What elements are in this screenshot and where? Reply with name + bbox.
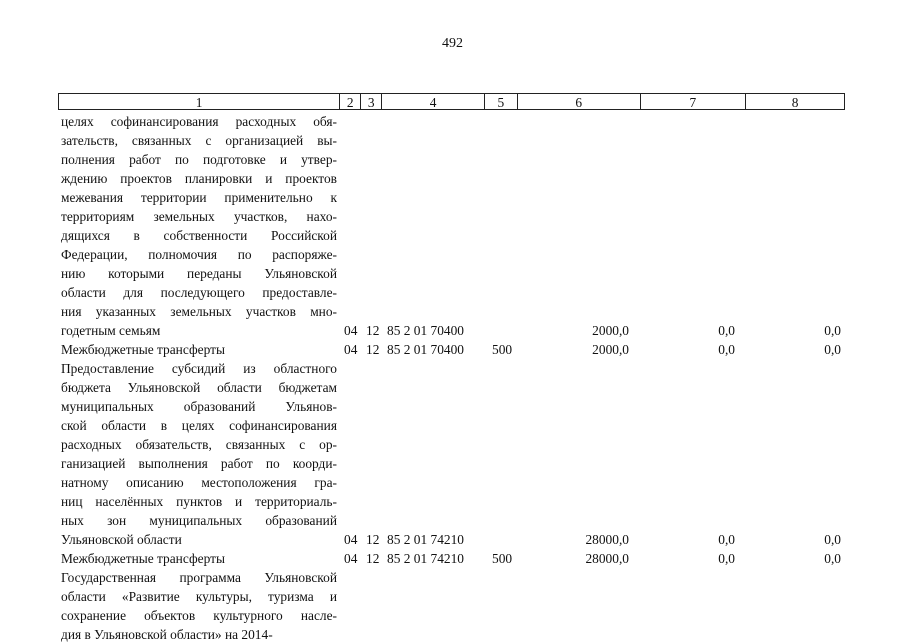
subsection-code: 12 [366, 342, 380, 357]
row-description [61, 359, 337, 549]
description-line: области «Развитие культуры, туризма и [61, 589, 337, 604]
section-code: 04 [344, 551, 358, 566]
table-row [0, 549, 905, 568]
amount-col-8: 0,0 [824, 342, 841, 357]
target-article-code: 85 2 01 74210 [387, 551, 464, 566]
description-line: дия в Ульяновской области» на 2014- [61, 627, 273, 642]
header-col-1: 1 [59, 94, 340, 109]
amount-col-6: 28000,0 [585, 551, 629, 566]
description-line: ской области в целях софинансирования [61, 418, 337, 433]
header-col-8: 8 [791, 95, 799, 110]
subsection-code: 12 [366, 532, 380, 547]
description-line: Межбюджетные трансферты [61, 342, 225, 357]
page-number: 492 [442, 36, 463, 51]
table-row [0, 340, 905, 359]
header-col-3: 3 [361, 94, 382, 109]
row-description [61, 112, 337, 340]
table-body [0, 112, 905, 644]
description-line: сохранение объектов культурного насле- [61, 608, 337, 623]
description-line: дящихся в собственности Российской [61, 228, 337, 243]
section-code: 04 [344, 532, 358, 547]
subsection-code: 12 [366, 323, 380, 338]
header-col-4: 4 [382, 94, 485, 109]
description-line: натному описанию местоположения гра- [61, 475, 337, 490]
description-line: Государственная программа Ульяновской [61, 570, 337, 585]
description-line: межевания территории применительно к [61, 190, 337, 205]
description-line: целях софинансирования расходных обя- [61, 114, 337, 129]
header-col-6: 6 [518, 94, 641, 109]
description-line: ных зон муниципальных образований [61, 513, 337, 528]
description-line: годетным семьям [61, 323, 161, 338]
table-header [58, 93, 845, 110]
description-line: ганизацией выполнения работ по коорди- [61, 456, 337, 471]
description-line: ждению проектов планировки и проектов [61, 171, 337, 186]
expense-type-code: 500 [492, 551, 513, 566]
table-row [0, 568, 905, 644]
section-code: 04 [344, 342, 358, 357]
amount-col-6: 28000,0 [585, 532, 629, 547]
header-col-5: 5 [485, 94, 518, 109]
description-line: ния указанных земельных участков мно- [61, 304, 337, 319]
description-line: области для последующего предоставле- [61, 285, 337, 300]
table-row [0, 112, 905, 340]
amount-col-6: 2000,0 [592, 323, 629, 338]
description-line: Ульяновской области [61, 532, 182, 547]
amount-col-7: 0,0 [718, 342, 735, 357]
description-line: расходных обязательств, связанных с ор- [61, 437, 337, 452]
amount-col-8: 0,0 [824, 532, 841, 547]
description-line: зательств, связанных с организацией вы- [61, 133, 337, 148]
target-article-code: 85 2 01 70400 [387, 342, 464, 357]
amount-col-8: 0,0 [824, 323, 841, 338]
header-col-7: 7 [641, 94, 747, 109]
description-line: муниципальных образований Ульянов- [61, 399, 337, 414]
amount-col-6: 2000,0 [592, 342, 629, 357]
row-description [61, 568, 337, 644]
description-line: территориям земельных участков, нахо- [61, 209, 337, 224]
description-line: Предоставление субсидий из областного [61, 361, 337, 376]
amount-col-7: 0,0 [718, 323, 735, 338]
expense-type-code: 500 [492, 342, 513, 357]
section-code: 04 [344, 323, 358, 338]
row-description [61, 549, 337, 568]
row-description [61, 340, 337, 359]
header-col-2: 2 [340, 94, 361, 109]
description-line: нию которыми переданы Ульяновской [61, 266, 337, 281]
target-article-code: 85 2 01 74210 [387, 532, 464, 547]
amount-col-7: 0,0 [718, 551, 735, 566]
amount-col-7: 0,0 [718, 532, 735, 547]
description-line: ниц населённых пунктов и территориаль- [61, 494, 337, 509]
description-line: Межбюджетные трансферты [61, 551, 225, 566]
amount-col-8: 0,0 [824, 551, 841, 566]
target-article-code: 85 2 01 70400 [387, 323, 464, 338]
description-line: полнения работ по подготовке и утвер- [61, 152, 337, 167]
table-row [0, 359, 905, 549]
description-line: Федерации, полномочия по распоряже- [61, 247, 337, 262]
subsection-code: 12 [366, 551, 380, 566]
description-line: бюджета Ульяновской области бюджетам [61, 380, 337, 395]
